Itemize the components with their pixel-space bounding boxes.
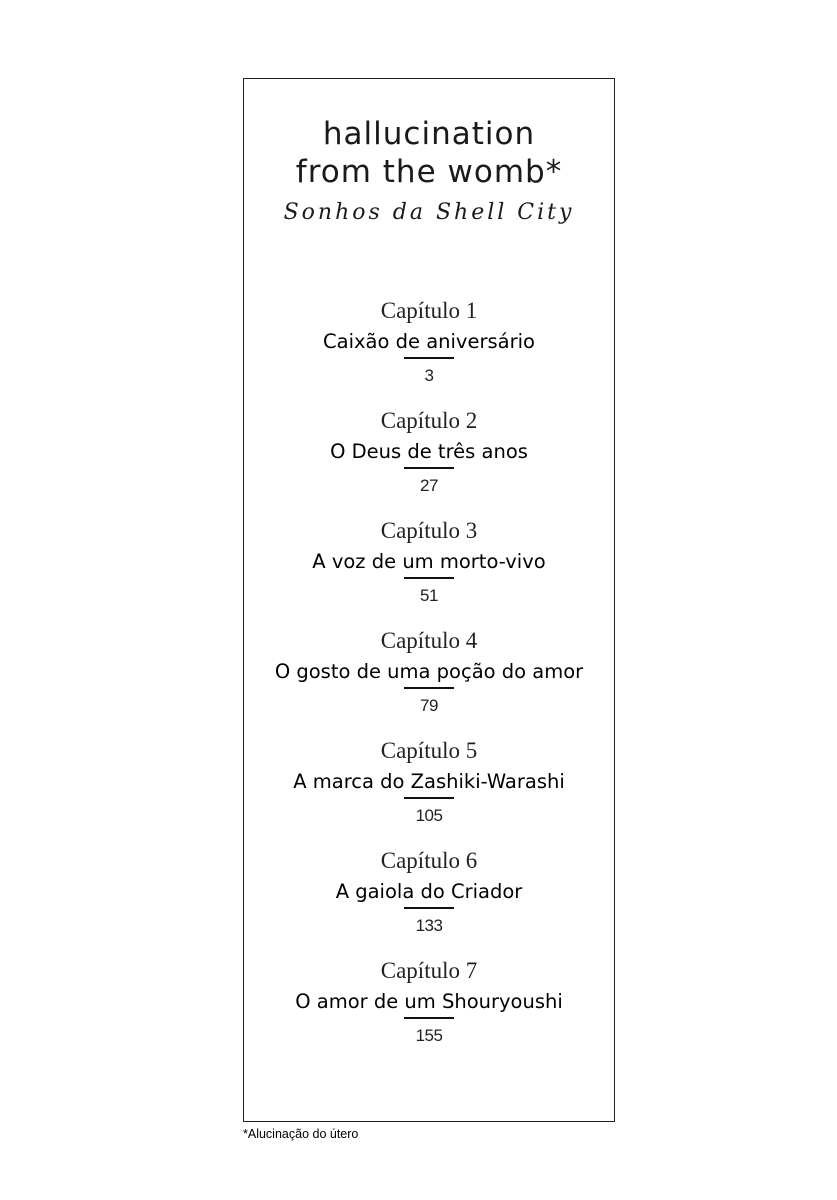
book-subtitle: Sonhos da Shell City: [283, 200, 575, 225]
chapter-divider: [404, 577, 454, 579]
chapter-divider: [404, 1017, 454, 1019]
toc-entry-6: [243, 846, 615, 956]
chapter-title: A gaiola do Criador: [335, 880, 523, 903]
chapter-page-number: 51: [420, 586, 438, 605]
chapter-label: Capítulo 5: [380, 738, 478, 763]
chapter-page-number: 133: [415, 916, 443, 935]
chapter-page-number: 155: [415, 1026, 443, 1045]
chapter-title: O amor de um Shouryoushi: [295, 990, 563, 1013]
chapter-label: Capítulo 3: [380, 518, 478, 543]
table-of-contents: [243, 296, 615, 1066]
chapter-page-number: 3: [424, 366, 434, 385]
chapter-title: O gosto de uma poção do amor: [274, 660, 584, 683]
chapter-label: Capítulo 1: [380, 298, 478, 323]
toc-entry-3: [243, 516, 615, 626]
chapter-title: Caixão de aniversário: [323, 330, 535, 353]
chapter-page-number: 27: [420, 476, 438, 495]
toc-entry-7: [243, 956, 615, 1066]
chapter-page-number: 105: [415, 806, 443, 825]
chapter-page-number: 79: [420, 696, 438, 715]
chapter-label: Capítulo 4: [380, 628, 478, 653]
chapter-divider: [404, 357, 454, 359]
chapter-title: O Deus de três anos: [330, 440, 528, 463]
book-title-line-1: hallucination: [322, 116, 536, 152]
chapter-label: Capítulo 2: [380, 408, 478, 433]
toc-entry-1: [243, 296, 615, 406]
chapter-divider: [404, 687, 454, 689]
chapter-title: A marca do Zashiki-Warashi: [293, 770, 565, 793]
toc-entry-5: [243, 736, 615, 846]
chapter-divider: [404, 797, 454, 799]
chapter-title: A voz de um morto-vivo: [312, 550, 546, 573]
chapter-label: Capítulo 7: [380, 958, 478, 983]
toc-entry-2: [243, 406, 615, 516]
toc-entry-4: [243, 626, 615, 736]
book-title-line-2: from the womb*: [295, 154, 563, 190]
chapter-label: Capítulo 6: [380, 848, 478, 873]
chapter-divider: [404, 907, 454, 909]
chapter-divider: [404, 467, 454, 469]
footnote: *Alucinação do útero: [243, 1127, 359, 1141]
